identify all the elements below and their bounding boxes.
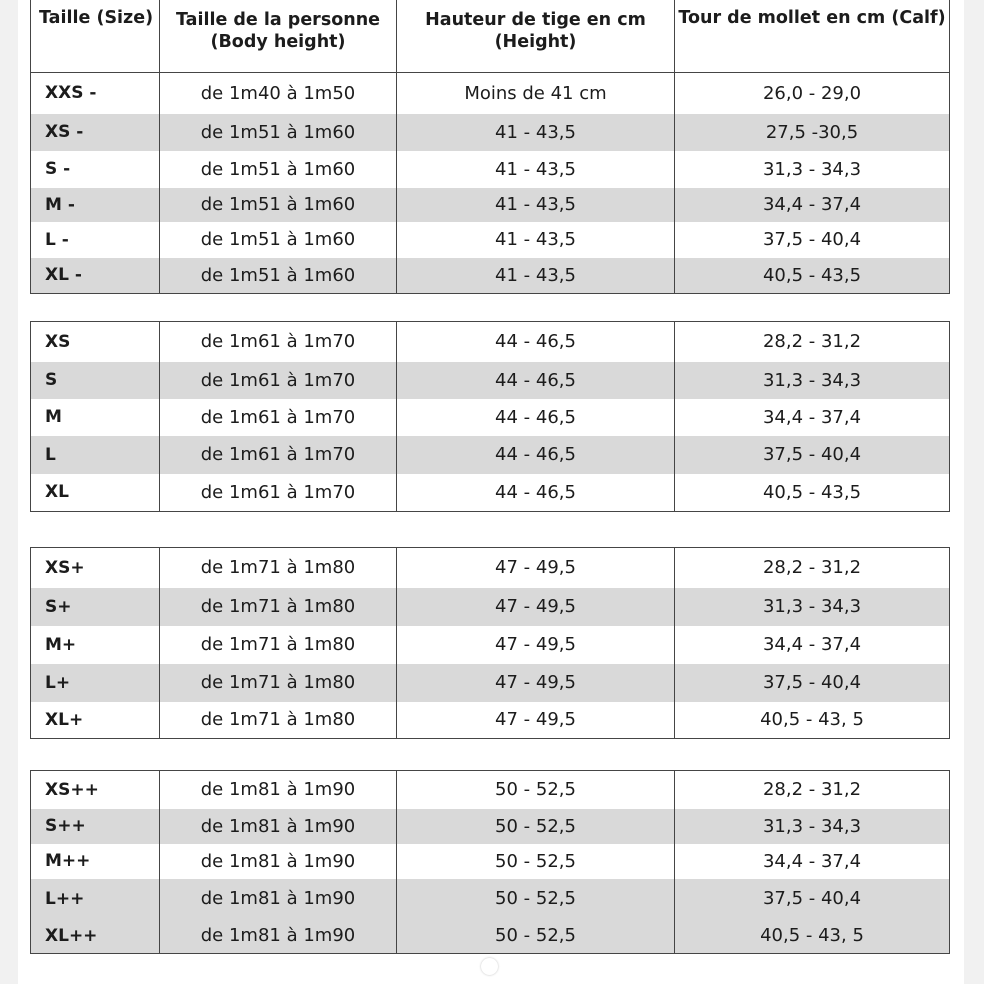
- size-cell: M -: [31, 188, 160, 222]
- size-group-table: [30, 72, 950, 294]
- calf-cell: 34,4 - 37,4: [675, 188, 950, 222]
- calf-cell: 37,5 - 40,4: [675, 222, 950, 258]
- shaft-height-cell: 50 - 52,5: [397, 771, 675, 809]
- table-row: [31, 919, 950, 954]
- body-height-cell: de 1m51 à 1m60: [160, 188, 397, 222]
- size-cell: L+: [31, 664, 160, 702]
- carousel-dot-3[interactable]: [434, 959, 448, 973]
- size-cell: XL -: [31, 258, 160, 294]
- shaft-height-cell: 44 - 46,5: [397, 474, 675, 512]
- table-row: [31, 436, 950, 474]
- table-row: [31, 188, 950, 222]
- calf-cell: 27,5 -30,5: [675, 114, 950, 151]
- size-cell: L++: [31, 879, 160, 919]
- body-height-cell: de 1m81 à 1m90: [160, 919, 397, 954]
- body-height-cell: de 1m51 à 1m60: [160, 151, 397, 188]
- carousel-dot-4[interactable]: [457, 959, 472, 974]
- header-calf-label: Tour de mollet en cm (Calf): [678, 8, 946, 28]
- shaft-height-cell: 41 - 43,5: [397, 258, 675, 294]
- body-height-cell: de 1m40 à 1m50: [160, 73, 397, 114]
- calf-cell: 31,3 - 34,3: [675, 362, 950, 399]
- size-group-table: [30, 770, 950, 954]
- size-cell: S+: [31, 588, 160, 626]
- size-cell: XL: [31, 474, 160, 512]
- body-height-cell: de 1m61 à 1m70: [160, 362, 397, 399]
- size-cell: XL++: [31, 919, 160, 954]
- calf-cell: 40,5 - 43, 5: [675, 702, 950, 739]
- shaft-height-cell: 50 - 52,5: [397, 919, 675, 954]
- header-body-height-line1: Taille de la personne: [175, 9, 381, 30]
- calf-cell: 31,3 - 34,3: [675, 151, 950, 188]
- calf-cell: 31,3 - 34,3: [675, 809, 950, 844]
- size-cell: S: [31, 362, 160, 399]
- header-shaft-height: [397, 0, 675, 73]
- table-row: [31, 626, 950, 664]
- body-height-cell: de 1m51 à 1m60: [160, 222, 397, 258]
- body-height-cell: de 1m51 à 1m60: [160, 258, 397, 294]
- table-row: [31, 399, 950, 436]
- size-cell: M: [31, 399, 160, 436]
- table-row: [31, 362, 950, 399]
- calf-cell: 28,2 - 31,2: [675, 322, 950, 362]
- body-height-cell: de 1m51 à 1m60: [160, 114, 397, 151]
- shaft-height-cell: 47 - 49,5: [397, 664, 675, 702]
- size-cell: XS: [31, 322, 160, 362]
- carousel-dot-2[interactable]: [415, 961, 425, 971]
- body-height-cell: de 1m81 à 1m90: [160, 844, 397, 879]
- body-height-cell: de 1m71 à 1m80: [160, 664, 397, 702]
- size-cell: M+: [31, 626, 160, 664]
- shaft-height-cell: 41 - 43,5: [397, 151, 675, 188]
- shaft-height-cell: 50 - 52,5: [397, 809, 675, 844]
- table-row: [31, 879, 950, 919]
- body-height-cell: de 1m61 à 1m70: [160, 322, 397, 362]
- table-row: [31, 809, 950, 844]
- calf-cell: 40,5 - 43,5: [675, 474, 950, 512]
- shaft-height-cell: 47 - 49,5: [397, 588, 675, 626]
- table-row: [31, 548, 950, 588]
- calf-cell: 31,3 - 34,3: [675, 588, 950, 626]
- calf-cell: 34,4 - 37,4: [675, 399, 950, 436]
- body-height-cell: de 1m71 à 1m80: [160, 588, 397, 626]
- size-cell: M++: [31, 844, 160, 879]
- carousel-pagination: [400, 957, 498, 975]
- carousel-dot-1[interactable]: [400, 963, 406, 969]
- table-row: [31, 258, 950, 294]
- table-row: [31, 151, 950, 188]
- body-height-cell: de 1m61 à 1m70: [160, 436, 397, 474]
- shaft-height-cell: 41 - 43,5: [397, 114, 675, 151]
- header-shaft-height-line1: Hauteur de tige en cm: [425, 9, 646, 30]
- header-size-label: Taille (Size): [39, 8, 154, 28]
- body-height-cell: de 1m81 à 1m90: [160, 879, 397, 919]
- shaft-height-cell: 50 - 52,5: [397, 879, 675, 919]
- table-row: [31, 114, 950, 151]
- table-row: [31, 474, 950, 512]
- shaft-height-cell: 41 - 43,5: [397, 188, 675, 222]
- carousel-dot-5-active[interactable]: [481, 958, 498, 975]
- body-height-cell: de 1m71 à 1m80: [160, 626, 397, 664]
- size-cell: L: [31, 436, 160, 474]
- size-cell: XL+: [31, 702, 160, 739]
- body-height-cell: de 1m71 à 1m80: [160, 548, 397, 588]
- calf-cell: 28,2 - 31,2: [675, 771, 950, 809]
- size-cell: XXS -: [31, 73, 160, 114]
- body-height-cell: de 1m81 à 1m90: [160, 771, 397, 809]
- size-cell: XS++: [31, 771, 160, 809]
- calf-cell: 37,5 - 40,4: [675, 436, 950, 474]
- shaft-height-cell: 41 - 43,5: [397, 222, 675, 258]
- shaft-height-cell: 44 - 46,5: [397, 399, 675, 436]
- shaft-height-cell: 44 - 46,5: [397, 436, 675, 474]
- body-height-cell: de 1m61 à 1m70: [160, 474, 397, 512]
- table-row: [31, 322, 950, 362]
- table-row: [31, 73, 950, 114]
- size-cell: L -: [31, 222, 160, 258]
- header-body-height-line2: (Body height): [210, 31, 346, 52]
- size-chart-header: [30, 0, 950, 73]
- header-shaft-height-line2: (Height): [494, 31, 577, 52]
- size-cell: XS+: [31, 548, 160, 588]
- table-row: [31, 844, 950, 879]
- header-body-height: [160, 0, 397, 73]
- shaft-height-cell: 44 - 46,5: [397, 362, 675, 399]
- table-row: [31, 771, 950, 809]
- calf-cell: 26,0 - 29,0: [675, 73, 950, 114]
- table-row: [31, 664, 950, 702]
- size-cell: XS -: [31, 114, 160, 151]
- shaft-height-cell: 47 - 49,5: [397, 702, 675, 739]
- calf-cell: 28,2 - 31,2: [675, 548, 950, 588]
- shaft-height-cell: 47 - 49,5: [397, 548, 675, 588]
- table-row: [31, 588, 950, 626]
- shaft-height-cell: 50 - 52,5: [397, 844, 675, 879]
- size-cell: S -: [31, 151, 160, 188]
- header-size: [31, 0, 160, 73]
- calf-cell: 37,5 - 40,4: [675, 664, 950, 702]
- shaft-height-cell: Moins de 41 cm: [397, 73, 675, 114]
- calf-cell: 37,5 - 40,4: [675, 879, 950, 919]
- body-height-cell: de 1m81 à 1m90: [160, 809, 397, 844]
- table-row: [31, 222, 950, 258]
- header-calf: [675, 0, 950, 73]
- calf-cell: 34,4 - 37,4: [675, 626, 950, 664]
- shaft-height-cell: 47 - 49,5: [397, 626, 675, 664]
- size-group-table: [30, 547, 950, 739]
- body-height-cell: de 1m71 à 1m80: [160, 702, 397, 739]
- calf-cell: 40,5 - 43, 5: [675, 919, 950, 954]
- size-cell: S++: [31, 809, 160, 844]
- calf-cell: 40,5 - 43,5: [675, 258, 950, 294]
- body-height-cell: de 1m61 à 1m70: [160, 399, 397, 436]
- calf-cell: 34,4 - 37,4: [675, 844, 950, 879]
- table-row: [31, 702, 950, 739]
- size-group-table: [30, 321, 950, 512]
- shaft-height-cell: 44 - 46,5: [397, 322, 675, 362]
